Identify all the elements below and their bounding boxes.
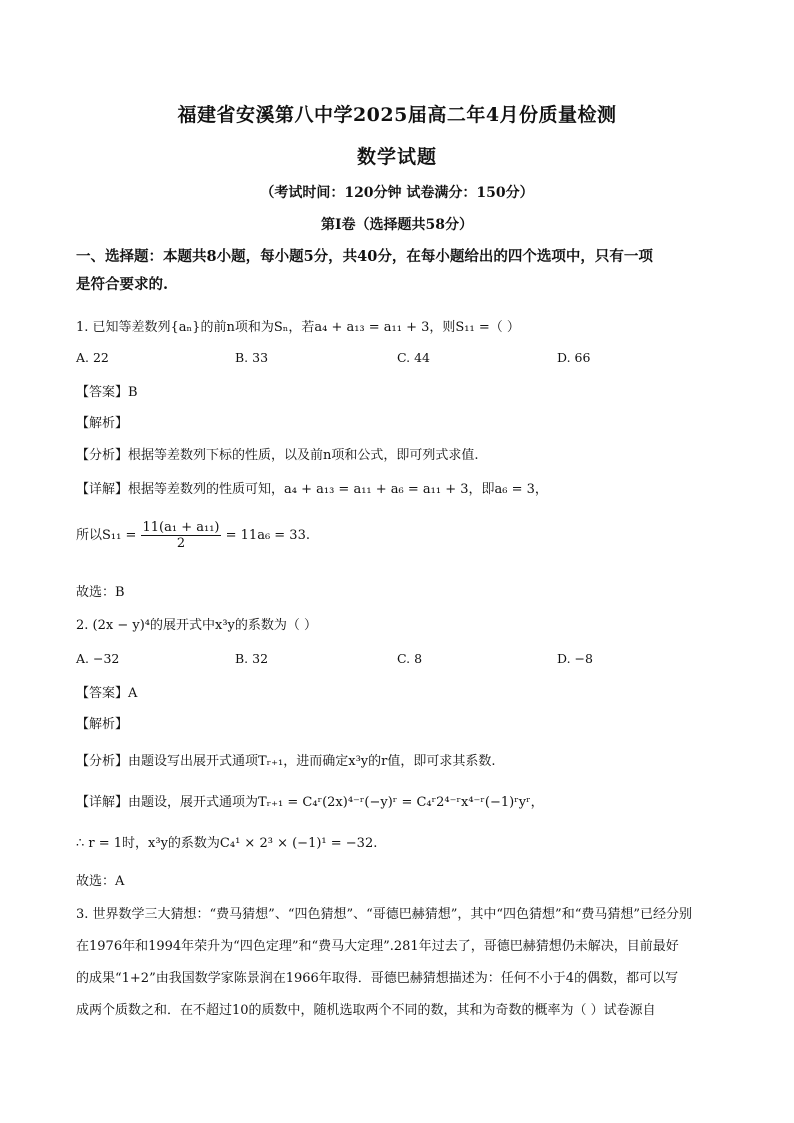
q1-suoyi (76, 520, 310, 551)
q2-option-a: A. −32 (76, 651, 120, 666)
q1-fraction-numerator: 11(a₁ + a₁₁) (142, 520, 220, 535)
q1-answer: 【答案】B (76, 385, 138, 400)
q2-option-b: B. 32 (235, 651, 269, 666)
part-heading: 第I卷（选择题共58分） (320, 217, 474, 233)
document-subtitle: 数学试题 (356, 146, 437, 168)
q2-xiangjie: 【详解】由题设，展开式通项为Tᵣ₊₁ = C₄ʳ(2x)⁴⁻ʳ(−y)ʳ = C₄ʳ2⁴⁻ʳx⁴⁻ʳ(−1)ʳyʳ， (76, 795, 544, 810)
q3-line-1: 3. 世界数学三大猜想：“费马猜想”、“四色猜想”、“哥德巴赫猜想”，其中“四色猜想”和“费马猜想”已经分别 (76, 907, 692, 922)
q1-xiangjie: 【详解】根据等差数列的性质可知，a₄ + a₁₃ = a₁₁ + a₆ = a₁₁ + 3，即a₆ = 3， (76, 482, 548, 497)
q1-option-c: C. 44 (397, 350, 430, 365)
q1-fraction-denominator: 2 (176, 536, 186, 551)
q2-option-d: D. −8 (557, 651, 593, 666)
q2-conclusion: 故选：A (76, 874, 125, 889)
q2-stem: 2. (2x − y)⁴的展开式中x³y的系数为（ ） (76, 618, 318, 633)
q3-line-3: 的成果“1+2”由我国数学家陈景润在1966年取得．哥德巴赫猜想描述为：任何不小于4的偶数，都可以写 (76, 971, 679, 986)
q1-fenxi: 【分析】根据等差数列下标的性质，以及前n项和公式，即可列式求值. (76, 448, 479, 463)
q1-option-a: A. 22 (76, 350, 109, 365)
q2-answer: 【答案】A (76, 686, 138, 701)
q1-stem: 1. 已知等差数列{aₙ}的前n项和为Sₙ，若a₄ + a₁₃ = a₁₁ + 3，则S₁₁ =（ ） (76, 320, 520, 335)
q1-option-b: B. 33 (235, 350, 269, 365)
q1-conclusion: 故选：B (76, 585, 125, 600)
q1-suoyi-suffix: = 11a₆ = 33. (225, 528, 310, 543)
q3-line-2: 在1976年和1994年荣升为“四色定理”和“费马大定理”.281年过去了，哥德巴赫猜想仍未解决，目前最好 (76, 939, 679, 954)
document-title: 福建省安溪第八中学2025届高二年4月份质量检测 (177, 104, 617, 126)
q3-line-4: 成两个质数之和．在不超过10的质数中，随机选取两个不同的数，其和为奇数的概率为（ ）试卷源自 (76, 1003, 656, 1018)
q1-fraction (141, 520, 222, 551)
q1-suoyi-prefix: 所以S₁₁ = (76, 528, 137, 543)
q2-fenxi: 【分析】由题设写出展开式通项Tᵣ₊₁，进而确定x³y的r值，即可求其系数. (76, 754, 496, 769)
q2-option-c: C. 8 (397, 651, 423, 666)
section-heading-line2: 是符合要求的. (76, 276, 169, 293)
section-heading-line1: 一、选择题：本题共8小题，每小题5分，共40分，在每小题给出的四个选项中，只有一项 (76, 248, 653, 265)
q1-option-d: D. 66 (557, 350, 591, 365)
q2-analysis-label: 【解析】 (76, 717, 129, 732)
exam-info: （考试时间：120分钟 试卷满分：150分） (260, 185, 534, 201)
q2-therefore: ∴ r = 1时，x³y的系数为C₄¹ × 2³ × (−1)¹ = −32. (76, 836, 378, 851)
q1-analysis-label: 【解析】 (76, 416, 129, 431)
